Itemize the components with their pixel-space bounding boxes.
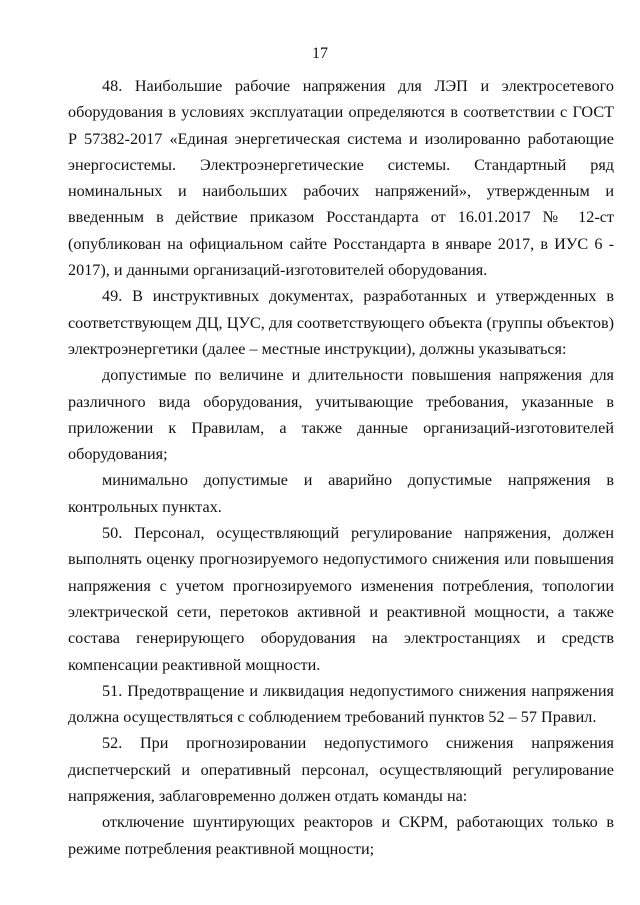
- paragraph-52-item-1: отключение шунтирующих реакторов и СКРМ, работающих только в режиме потребления реактивной мощности;: [68, 813, 614, 858]
- paragraph-48: 48. Наибольшие рабочие напряжения для ЛЭП и электросетевого оборудования в условиях эксплуатации определяются в соответствии с ГОСТ Р 57382-2017 «Единая энергетическая система и изолированно работающие энергосистемы. Электроэнергетические системы. Стандартный ряд номинальных и наибольших рабочих напряжений», утвержденным и введенным в действие приказом Росстандарта от 16.01.2017 № 12-ст (опубликован на официальном сайте Росстандарта в январе 2017, в ИУС 6 - 2017), и данными организаций-изготовителей оборудования.: [68, 77, 614, 280]
- paragraph-49-item-2: минимально допустимые и аварийно допустимые напряжения в контрольных пунктах.: [68, 471, 614, 516]
- paragraph-49: 49. В инструктивных документах, разработанных и утвержденных в соответствующем ДЦ, ЦУС, для соответствующего объекта (группы объектов) электроэнергетики (далее – местные инструкции), должны указываться:: [68, 287, 614, 358]
- paragraph-52: 52. При прогнозировании недопустимого снижения напряжения диспетчерский и оперативный персонал, осуществляющий регулирование напряжения, заблаговременно должен отдать команды на:: [68, 734, 614, 806]
- paragraph-50: 50. Персонал, осуществляющий регулирование напряжения, должен выполнять оценку прогнозируемого недопустимого снижения или повышения напряжения с учетом прогнозируемого изменения потребления, топологии электрической сети, перетоков активной и реактивной мощности, а также состава генерирующего оборудования на электростанциях и средств компенсации реактивной мощности.: [68, 524, 614, 674]
- page-number: 17: [312, 45, 328, 62]
- paragraph-49-item-1: допустимые по величине и длительности повышения напряжения для различного вида оборудования, учитывающие требования, указанные в приложении к Правилам, а также данные организаций-изготовителей оборудования;: [68, 366, 614, 464]
- paragraph-51: 51. Предотвращение и ликвидация недопустимого снижения напряжения должна осуществляться с соблюдением требований пунктов 52 – 57 Правил.: [68, 681, 614, 727]
- document-body: [68, 73, 614, 862]
